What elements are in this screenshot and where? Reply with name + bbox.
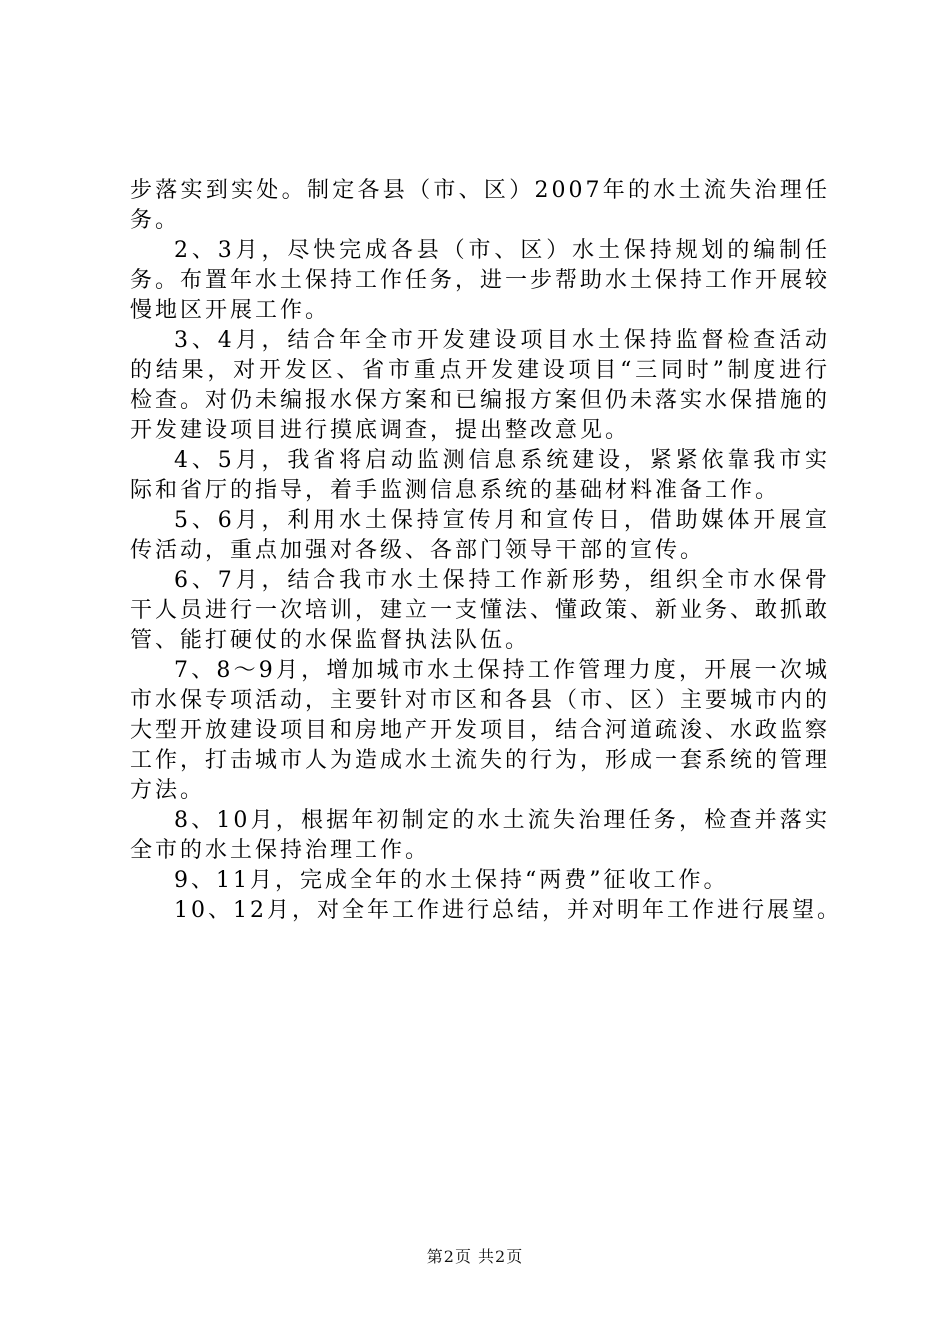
document-body xyxy=(130,176,842,926)
paragraph-item-10: 10、12月，对全年工作进行总结，并对明年工作进行展望。 xyxy=(174,898,842,923)
paragraph-item-4: 4、5月，我省将启动监测信息系统建设，紧紧依靠我市实际和省厅的指导，着手监测信息系统的基础材料准备工作。 xyxy=(130,448,830,503)
page-number-footer: 第2页 共2页 xyxy=(426,1247,524,1266)
paragraph-item-7: 7、8～9月，增加城市水土保持工作管理力度，开展一次城市水保专项活动，主要针对市区和各县（市、区）主要城市内的大型开放建设项目和房地产开发项目，结合河道疏浚、水政监察工作，打击城市人为造成水土流失的行为，形成一套系统的管理方法。 xyxy=(130,658,831,803)
paragraph-item-6: 6、7月，结合我市水土保持工作新形势，组织全市水保骨干人员进行一次培训，建立一支懂法、懂政策、新业务、敢抓敢管、能打硬仗的水保监督执法队伍。 xyxy=(130,568,831,653)
paragraph-item-2: 2、3月，尽快完成各县（市、区）水土保持规划的编制任务。布置年水土保持工作任务，进一步帮助水土保持工作开展较慢地区开展工作。 xyxy=(130,238,831,323)
paragraph-item-5: 5、6月，利用水土保持宣传月和宣传日，借助媒体开展宣传活动，重点加强对各级、各部门领导干部的宣传。 xyxy=(130,508,830,563)
paragraph-continuation: 步落实到实处。制定各县（市、区）2007年的水土流失治理任务。 xyxy=(130,178,830,233)
paragraph-item-8: 8、10月，根据年初制定的水土流失治理任务，检查并落实全市的水土保持治理工作。 xyxy=(130,808,830,863)
paragraph-item-3: 3、4月，结合年全市开发建设项目水土保持监督检查活动的结果，对开发区、省市重点开发建设项目“三同时”制度进行检查。对仍未编报水保方案和已编报方案但仍未落实水保措施的开发建设项目进行摸底调查，提出整改意见。 xyxy=(130,328,831,443)
paragraph-item-9: 9、11月，完成全年的水土保持“两费”征收工作。 xyxy=(174,868,729,893)
